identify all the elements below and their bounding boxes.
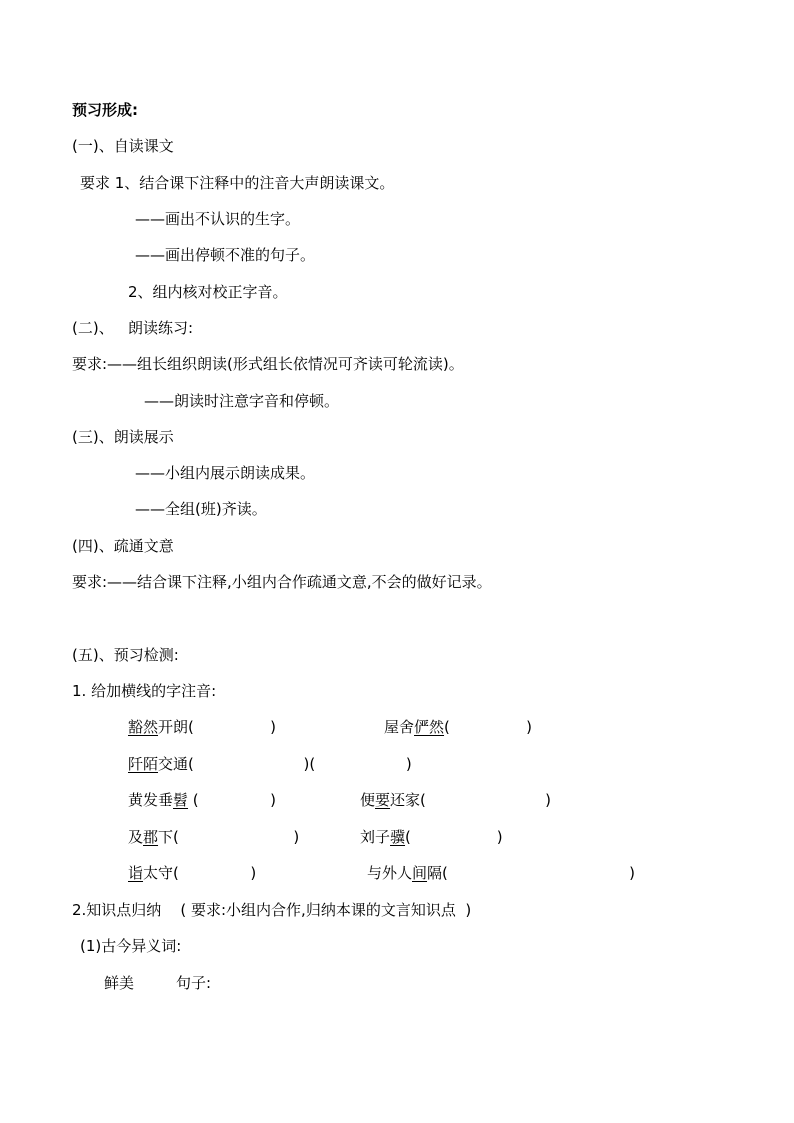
item-text: 下( ) — [158, 828, 300, 846]
item-text: ( ) — [444, 718, 533, 736]
underlined-char: 阡陌 — [128, 755, 159, 773]
bullet-reading-attention: ——朗读时注意字音和停顿。 — [144, 392, 340, 410]
item-text: 及 — [128, 828, 144, 846]
underlined-char: 髫 — [173, 791, 189, 809]
underlined-char: 郡 — [143, 828, 159, 846]
phonetic-item — [360, 827, 503, 847]
item-text: 屋舍 — [384, 718, 415, 736]
bullet-group-show: ——小组内展示朗读成果。 — [135, 464, 316, 482]
item-text: 还家( ) — [390, 791, 551, 809]
heading-self-reading: (一)、自读课文 — [72, 137, 174, 155]
underlined-char: 间 — [412, 864, 428, 882]
phonetic-item — [128, 717, 276, 737]
item-text: ( ) — [188, 791, 277, 809]
bullet-unknown-words: ——画出不认识的生字。 — [135, 210, 301, 228]
underlined-char: 要 — [375, 791, 391, 809]
underlined-char: 骥 — [390, 828, 406, 846]
item-text: 开朗( ) — [158, 718, 277, 736]
item-text: 隔( ) — [427, 864, 635, 882]
heading-preview-check: (五)、预习检测: — [72, 646, 179, 664]
underlined-char: 诣 — [128, 864, 144, 882]
phonetic-item — [360, 790, 551, 810]
item-text: 黄发垂 — [128, 791, 174, 809]
sentence-label: 句子: — [176, 974, 212, 992]
requirement-reading: 要求:——组长组织朗读(形式组长依情况可齐读可轮流读)。 — [72, 355, 464, 373]
question-2: 2.知识点归纳 ( 要求:小组内合作,归纳本课的文言知识点 ) — [72, 901, 472, 919]
requirement-meaning: 要求:——结合课下注释,小组内合作疏通文意,不会的做好记录。 — [72, 573, 492, 591]
heading-reading-practice: (二)、 朗读练习: — [72, 319, 194, 337]
phonetic-item — [384, 717, 532, 737]
example-word: 鲜美 — [104, 974, 135, 992]
heading-reading-show: (三)、朗读展示 — [72, 428, 174, 446]
bullet-class-read: ——全组(班)齐读。 — [135, 500, 267, 518]
item-text: ( ) — [405, 828, 503, 846]
underlined-char: 俨然 — [414, 718, 445, 736]
phonetic-item — [128, 863, 256, 883]
heading-meaning: (四)、疏通文意 — [72, 537, 174, 555]
underlined-char: 豁然 — [128, 718, 159, 736]
phonetic-item — [128, 790, 276, 810]
bullet-pause-sentences: ——画出停顿不准的句子。 — [135, 246, 316, 264]
section-title: 预习形成: — [72, 101, 138, 119]
requirement-1: 要求 1、结合课下注释中的注音大声朗读课文。 — [80, 174, 395, 192]
phonetic-item — [367, 863, 635, 883]
item-text: 太守( ) — [143, 864, 257, 882]
item-text: 与外人 — [367, 864, 413, 882]
question-1: 1. 给加横线的字注音: — [72, 682, 217, 700]
item-text: 便 — [360, 791, 376, 809]
phonetic-item — [128, 827, 299, 847]
item-text: 刘子 — [360, 828, 391, 846]
phonetic-item — [128, 754, 412, 774]
requirement-2: 2、组内核对校正字音。 — [128, 283, 288, 301]
item-text: 交通( )( ) — [158, 755, 412, 773]
subheading-ancient-modern-words: (1)古今异义词: — [80, 937, 182, 955]
